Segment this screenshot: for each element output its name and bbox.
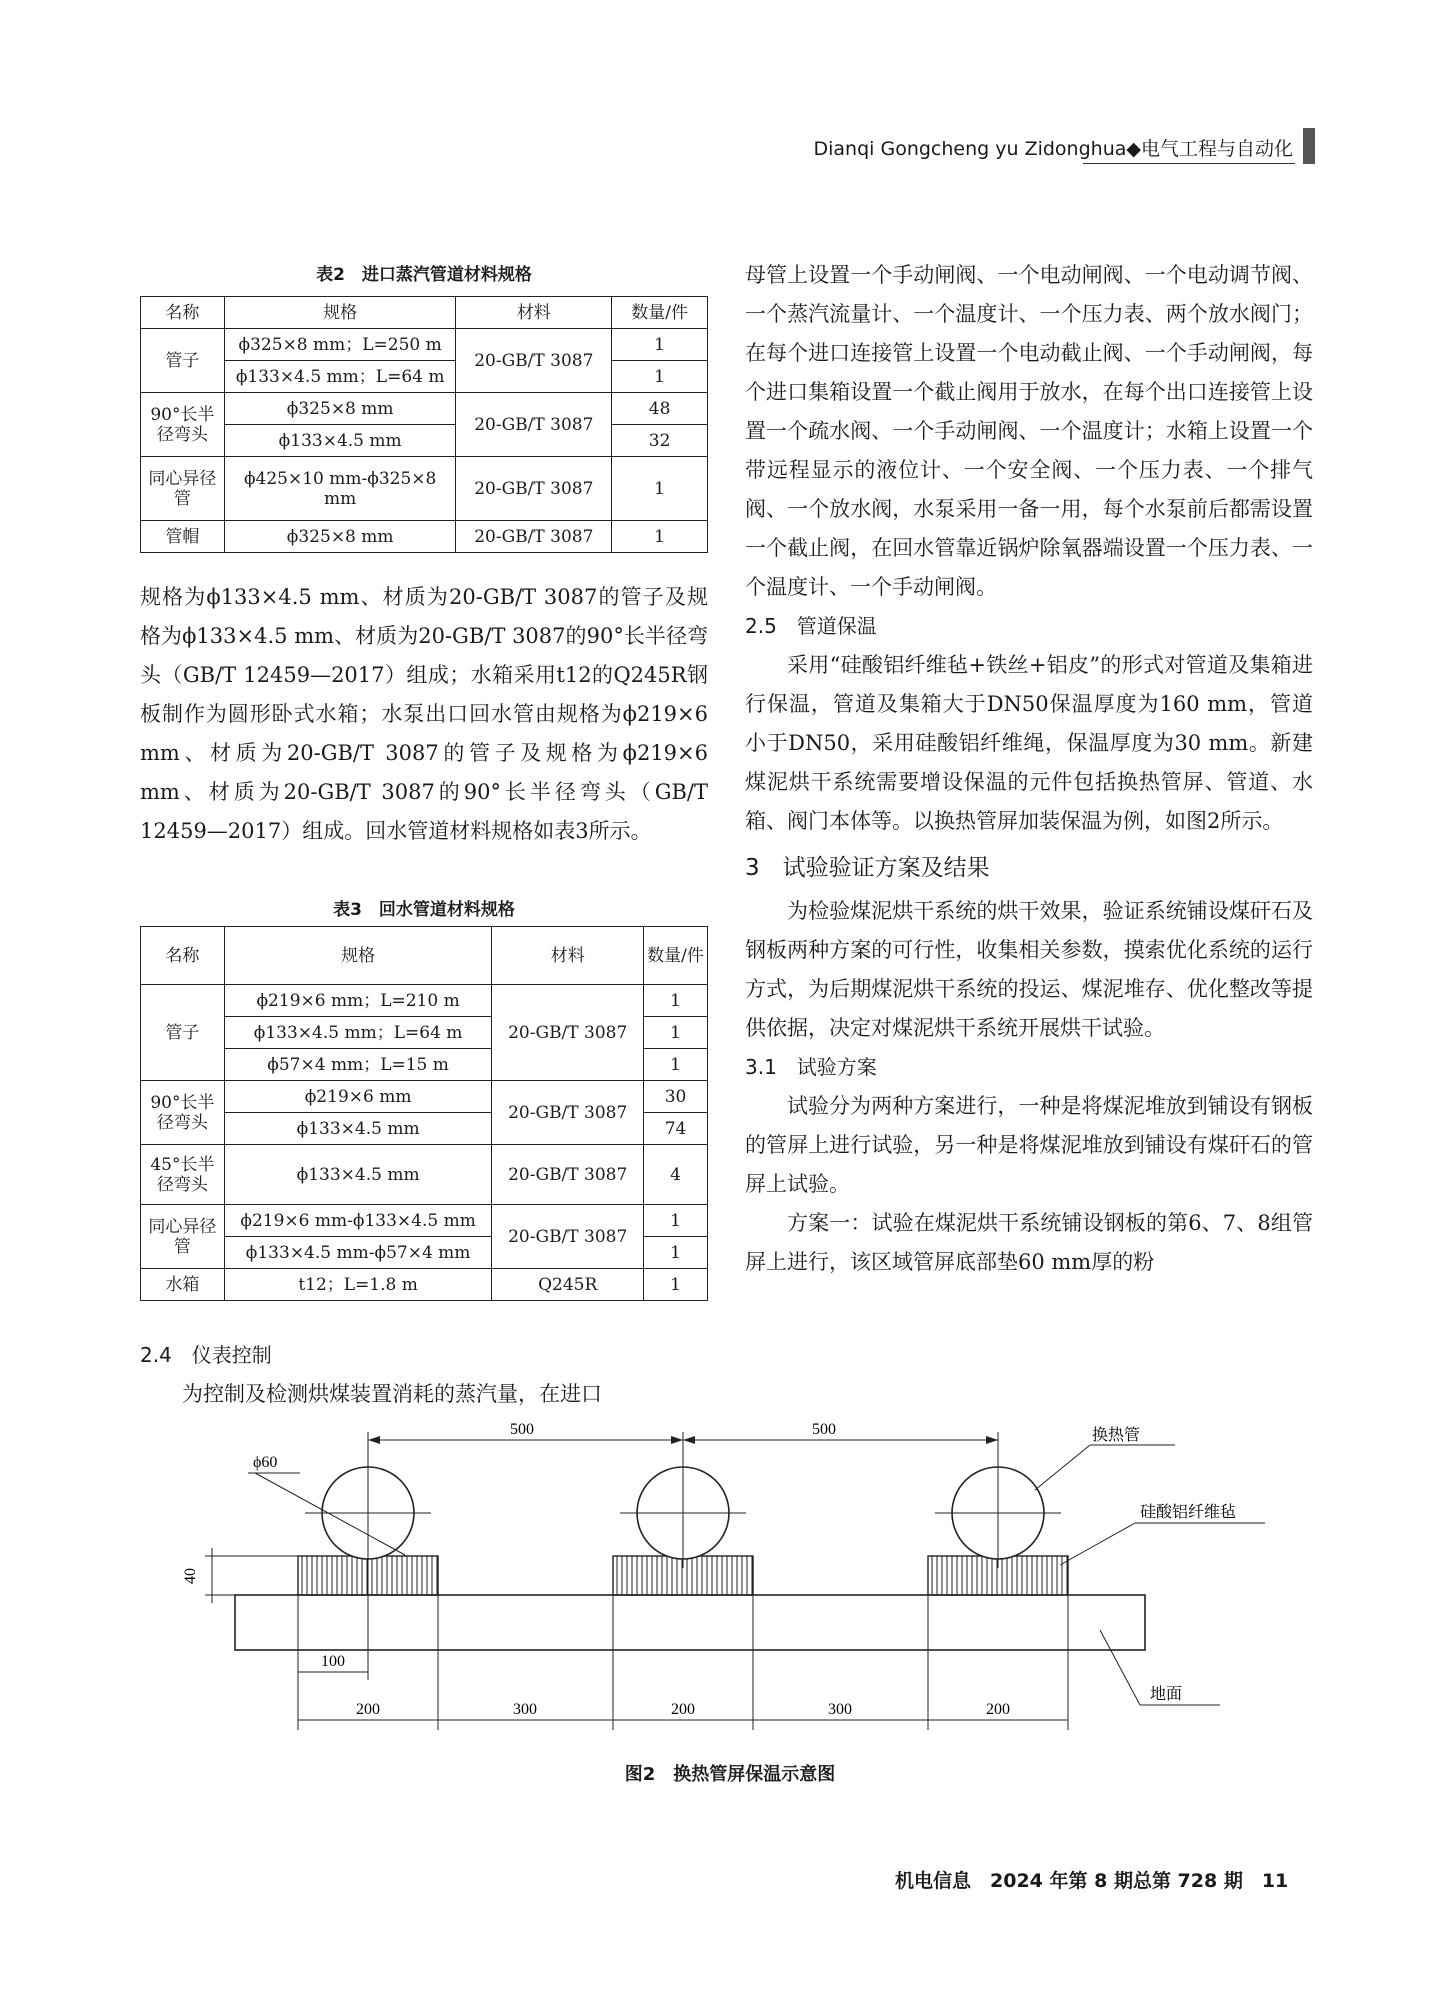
table-header: 名称 [141, 927, 225, 985]
table-header: 数量/件 [612, 297, 708, 329]
left-column-text [140, 578, 708, 851]
table-cell: ϕ219×6 mm [224, 1081, 491, 1113]
table-cell: 32 [612, 425, 708, 457]
table-cell: ϕ325×8 mm；L=250 m [224, 329, 456, 361]
table-header: 材料 [456, 297, 612, 329]
paragraph: 规格为ϕ133×4.5 mm、材质为20-GB/T 3087的管子及规格为ϕ133×4.5 mm、材质为20-GB/T 3087的90°长半径弯头（GB/T 12459—2017）组成；水箱采用t12的Q245R钢板制作为圆形卧式水箱；水泵出口回水管由规格为ϕ219×6 mm、材质为20-GB/T 3087的管子及规格为ϕ219×6 mm、材质为20-GB/T 3087的90°长半径弯头（GB/T 12459—2017）组成。回水管道材料规格如表3所示。 [140, 585, 708, 843]
table-cell: ϕ133×4.5 mm [224, 1113, 491, 1145]
table-cell: ϕ133×4.5 mm [224, 425, 456, 457]
table-cell: ϕ425×10 mm-ϕ325×8 mm [224, 457, 456, 521]
felt-block-1 [298, 1556, 438, 1595]
table-cell: 20-GB/T 3087 [456, 329, 612, 393]
table2 [140, 296, 708, 553]
table-cell: 1 [644, 985, 708, 1017]
table-cell: 20-GB/T 3087 [492, 1145, 644, 1205]
section-title: 3.1 试验方案 [745, 1055, 877, 1079]
table-cell: 1 [644, 1017, 708, 1049]
table-cell: ϕ57×4 mm；L=15 m [224, 1049, 491, 1081]
paragraph: 方案一：试验在煤泥烘干系统铺设钢板的第6、7、8组管屏上进行，该区域管屏底部垫60 mm厚的粉 [745, 1211, 1313, 1274]
dim-label-200b: 200 [671, 1701, 695, 1718]
table2-caption: 表2 进口蒸汽管道材料规格 [316, 265, 532, 285]
height-dimension [205, 1548, 298, 1603]
table-cell: 45°长半径弯头 [141, 1145, 225, 1205]
table-cell: ϕ219×6 mm；L=210 m [224, 985, 491, 1017]
dim-label-40: 40 [182, 1568, 199, 1584]
table-cell: 1 [644, 1049, 708, 1081]
table-cell: 20-GB/T 3087 [456, 521, 612, 553]
table-cell: ϕ133×4.5 mm-ϕ57×4 mm [224, 1237, 491, 1269]
paragraph: 为检验煤泥烘干系统的烘干效果，验证系统铺设煤矸石及钢板两种方案的可行性，收集相关参数，摸索优化系统的运行方式，为后期煤泥烘干系统的投运、煤泥堆存、优化整改等提供依据，决定对煤泥烘干系统开展烘干试验。 [745, 899, 1313, 1040]
dim-label-300a: 300 [513, 1701, 537, 1718]
centerlines [305, 1450, 1061, 1568]
table-cell: 20-GB/T 3087 [492, 1081, 644, 1145]
table-cell: 1 [612, 457, 708, 521]
ground-slab [235, 1595, 1145, 1650]
table-cell: 1 [644, 1237, 708, 1269]
table-cell: 同心异径管 [141, 1205, 225, 1269]
phi60-label: ϕ60 [253, 1454, 278, 1471]
table3 [140, 926, 708, 1301]
section-2-4 [140, 1336, 708, 1414]
figure-2-caption: 图2 换热管屏保温示意图 [624, 1764, 836, 1785]
table-cell: 1 [644, 1269, 708, 1301]
table-cell: 1 [612, 521, 708, 553]
table-cell: 管子 [141, 985, 225, 1081]
table-cell: 20-GB/T 3087 [456, 457, 612, 521]
dim-label-500a: 500 [510, 1421, 534, 1438]
table-cell: 48 [612, 393, 708, 425]
table-header: 材料 [492, 927, 644, 985]
bottom-dimension-lines [298, 1560, 1068, 1730]
dim-label-200a: 200 [356, 1701, 380, 1718]
table-cell: 管子 [141, 329, 225, 393]
top-dimension-lines [368, 1432, 998, 1450]
page-footer: 机电信息 2024 年第 8 期总第 728 期 11 [895, 1870, 1289, 1892]
paragraph: 采用“硅酸铝纤维毡+铁丝+铝皮”的形式对管道及集箱进行保温，管道及集箱大于DN50保温厚度为160 mm，管道小于DN50，采用硅酸铝纤维绳，保温厚度为30 mm。新建煤泥烘干系统需要增设保温的元件包括换热管屏、管道、水箱、阀门本体等。以换热管屏加装保温为例，如图2所示。 [745, 653, 1313, 833]
label-felt: 硅酸铝纤维毡 [1140, 1504, 1237, 1521]
dim-label-500b: 500 [812, 1421, 836, 1438]
section-title: 2.4 仪表控制 [140, 1343, 272, 1367]
section-title: 2.5 管道保温 [745, 614, 877, 638]
right-column-text [745, 256, 1313, 1282]
table-header: 规格 [224, 927, 491, 985]
journal-title: Dianqi Gongcheng yu Zidonghua◆电气工程与自动化 [813, 138, 1293, 160]
table-cell: ϕ133×4.5 mm [224, 1145, 491, 1205]
header-rule [1083, 163, 1295, 164]
dim-label-300b: 300 [828, 1701, 852, 1718]
pipe-circle-3 [952, 1467, 1044, 1559]
table-cell: 同心异径管 [141, 457, 225, 521]
table-cell: 20-GB/T 3087 [492, 985, 644, 1081]
running-header [775, 128, 1315, 168]
felt-block-3 [928, 1556, 1068, 1595]
pipe-circle-2 [637, 1467, 729, 1559]
table-cell: 30 [644, 1081, 708, 1113]
table-cell: ϕ133×4.5 mm；L=64 m [224, 361, 456, 393]
table-header: 名称 [141, 297, 225, 329]
table-cell: ϕ219×6 mm-ϕ133×4.5 mm [224, 1205, 491, 1237]
paragraph: 为控制及检测烘煤装置消耗的蒸汽量，在进口 [182, 1382, 602, 1406]
pipe-circle-1 [322, 1467, 414, 1559]
table-cell: ϕ325×8 mm [224, 521, 456, 553]
dim-label-100: 100 [321, 1653, 345, 1670]
table-cell: ϕ133×4.5 mm；L=64 m [224, 1017, 491, 1049]
table-cell: 1 [612, 361, 708, 393]
table-cell: ϕ325×8 mm [224, 393, 456, 425]
header-block [1303, 128, 1315, 164]
table-header: 数量/件 [644, 927, 708, 985]
table-cell: 90°长半径弯头 [141, 1081, 225, 1145]
felt-block-2 [613, 1556, 753, 1595]
table-cell: t12；L=1.8 m [224, 1269, 491, 1301]
section-title: 3 试验验证方案及结果 [745, 855, 990, 881]
table-cell: 20-GB/T 3087 [492, 1205, 644, 1269]
dim-label-200c: 200 [986, 1701, 1010, 1718]
table-cell: 20-GB/T 3087 [456, 393, 612, 457]
table-cell: Q245R [492, 1269, 644, 1301]
label-ground: 地面 [1150, 1686, 1183, 1703]
table-cell: 4 [644, 1145, 708, 1205]
paragraph: 母管上设置一个手动闸阀、一个电动闸阀、一个电动调节阀、一个蒸汽流量计、一个温度计、一个压力表、两个放水阀门；在每个进口连接管上设置一个电动截止阀、一个手动闸阀，每个进口集箱设置一个截止阀用于放水，在每个出口连接管上设置一个疏水阀、一个手动闸阀、一个温度计；水箱上设置一个带远程显示的液位计、一个安全阀、一个压力表、一个排气阀、一个放水阀，水泵采用一备一用，每个水泵前后都需设置一个截止阀，在回水管靠近锅炉除氧器端设置一个压力表、一个温度计、一个手动闸阀。 [745, 263, 1313, 599]
label-pipe: 换热管 [1092, 1427, 1141, 1444]
table-cell: 1 [644, 1205, 708, 1237]
table-header: 规格 [224, 297, 456, 329]
table-cell: 1 [612, 329, 708, 361]
table-cell: 74 [644, 1113, 708, 1145]
table-cell: 水箱 [141, 1269, 225, 1301]
table-cell: 管帽 [141, 521, 225, 553]
paragraph: 试验分为两种方案进行，一种是将煤泥堆放到铺设有钢板的管屏上进行试验，另一种是将煤泥堆放到铺设有煤矸石的管屏上试验。 [745, 1094, 1313, 1196]
table3-caption: 表3 回水管道材料规格 [333, 900, 515, 920]
table-cell: 90°长半径弯头 [141, 393, 225, 457]
